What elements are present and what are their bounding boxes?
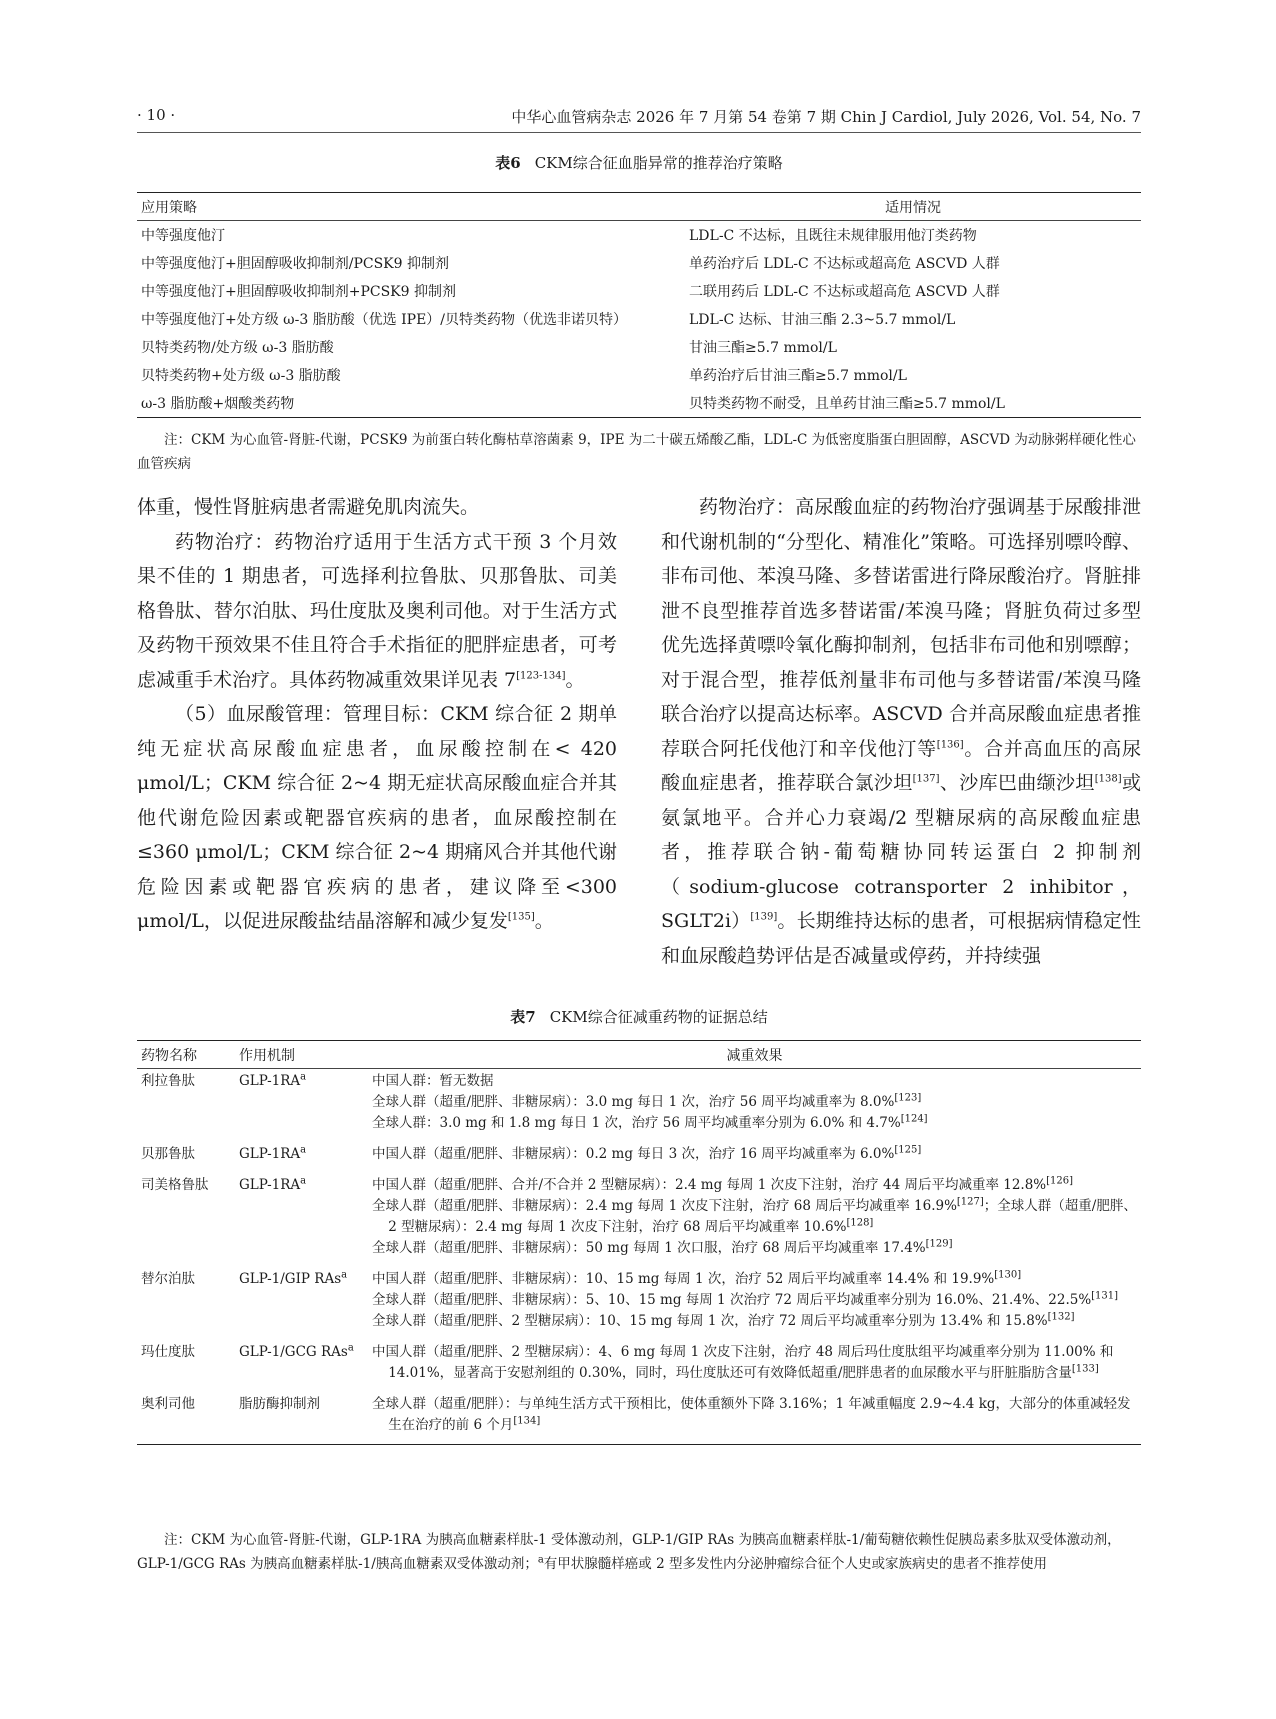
note-text: 有甲状腺髓样癌或 2 型多发性内分泌肿瘤综合征个人史或家族病史的患者不推荐使用 xyxy=(543,1556,1047,1572)
effects xyxy=(368,1142,1141,1173)
drug-name: 奥利司他 xyxy=(137,1392,235,1445)
paragraph-text: 药物治疗：高尿酸血症的药物治疗强调基于尿酸排泄和代谢机制的“分型化、精准化”策略。可选择别嘌呤醇、非布司他、苯溴马隆、多替诺雷进行降尿酸治疗。肾脏排泄不良型推荐首选多替诺雷/苯溴马隆；肾脏负荷过多型优先选择黄嘌呤氧化酶抑制剂，包括非布司他和别嘌醇；对于混合型，推荐低剂量非布司他与多替诺雷/苯溴马隆联合治疗以提高达标率。ASCVD 合并高尿酸血症患者推荐联合阿托伐他汀和辛伐他汀等 xyxy=(661,496,1141,760)
table-row xyxy=(137,305,1141,333)
footnote-mark: a xyxy=(300,1144,307,1156)
table-row xyxy=(137,333,1141,361)
citation-ref: [138] xyxy=(1094,773,1122,785)
citation-ref: [131] xyxy=(1091,1290,1119,1302)
table-row xyxy=(137,1069,1141,1143)
body-column-right xyxy=(661,490,1141,973)
mechanism-text: GLP-1RA xyxy=(239,1073,301,1089)
table7-header-row xyxy=(137,1041,1141,1069)
table-row xyxy=(137,221,1141,250)
table7-caption: CKM综合征减重药物的证据总结 xyxy=(549,1008,768,1026)
mechanism xyxy=(235,1340,368,1392)
citation-ref: [139] xyxy=(750,911,778,923)
journal-citation: 中华心血管病杂志 2026 年 7 月第 54 卷第 7 期 Chin J Cardiol, July 2026, Vol. 54, No. 7 xyxy=(511,108,1141,126)
paragraph xyxy=(137,697,617,939)
citation-ref: [132] xyxy=(1047,1311,1075,1323)
footnote-mark: a xyxy=(537,1554,544,1566)
effects xyxy=(368,1340,1141,1392)
effects xyxy=(368,1267,1141,1340)
paragraph xyxy=(137,525,617,698)
table-cell: 单药治疗后甘油三酯≥5.7 mmol/L xyxy=(689,368,907,384)
table-row xyxy=(137,277,1141,305)
effect-line xyxy=(372,1238,1137,1259)
table-row xyxy=(137,1142,1141,1173)
paragraph-text: 。 xyxy=(565,668,585,691)
table-row xyxy=(137,389,1141,418)
footnote-mark: a xyxy=(300,1175,307,1187)
table6 xyxy=(137,192,1141,418)
effect-text: 全球人群（超重/肥胖、非糖尿病）：3.0 mg 每日 1 次，治疗 56 周平均减重率为 8.0% xyxy=(372,1094,895,1110)
footnote-mark: a xyxy=(347,1342,354,1354)
effect-text: 中国人群（超重/肥胖、合并/不合并 2 型糖尿病）：2.4 mg 每周 1 次皮下注射，治疗 44 周后平均减重率 12.8% xyxy=(372,1177,1047,1193)
citation-ref: [134] xyxy=(513,1415,541,1427)
table7 xyxy=(137,1040,1141,1445)
table-cell: 中等强度他汀+胆固醇吸收抑制剂/PCSK9 抑制剂 xyxy=(141,256,449,272)
citation-ref: [124] xyxy=(900,1113,928,1125)
effect-line xyxy=(372,1290,1137,1311)
effect-text: 中国人群（超重/肥胖、非糖尿病）：10、15 mg 每周 1 次，治疗 52 周后平均减重率 14.4% 和 19.9% xyxy=(372,1271,995,1287)
table6-header-condition: 适用情况 xyxy=(685,193,1141,221)
paragraph-text: 。 xyxy=(534,910,554,932)
effect-text: 中国人群：暂无数据 xyxy=(372,1073,494,1089)
drug-name: 贝那鲁肽 xyxy=(141,1146,195,1162)
table6-caption: CKM综合征血脂异常的推荐治疗策略 xyxy=(534,154,783,172)
mechanism-text: GLP-1RA xyxy=(239,1177,301,1193)
citation-ref: [136] xyxy=(936,739,964,751)
mechanism xyxy=(235,1392,368,1445)
table-cell: 贝特类药物/处方级 ω-3 脂肪酸 xyxy=(141,340,334,356)
drug-name: 司美格鲁肽 xyxy=(141,1177,209,1193)
effect-text: 全球人群：3.0 mg 和 1.8 mg 每日 1 次，治疗 56 周平均减重率分别为 6.0% 和 4.7% xyxy=(372,1115,901,1131)
citation-ref: [128] xyxy=(846,1217,874,1229)
table-row xyxy=(137,1392,1141,1445)
table-cell: 贝特类药物+处方级 ω-3 脂肪酸 xyxy=(141,368,341,384)
effects xyxy=(368,1069,1141,1143)
mechanism xyxy=(235,1267,368,1340)
effect-line xyxy=(372,1144,1137,1165)
paragraph-text: 、沙库巴曲缬沙坦 xyxy=(939,772,1095,794)
page-number: · 10 · xyxy=(137,106,176,124)
effects xyxy=(368,1392,1141,1445)
paragraph-text: （5）血尿酸管理：管理目标：CKM 综合征 2 期单纯无症状高尿酸血症患者，血尿酸控制在< 420 μmol/L；CKM 综合征 2~4 期无症状高尿酸血症合并其他代谢危险因素或靶器官疾病的患者，血尿酸控制在≤360 μmol/L；CKM 综合征 2~4 期痛风合并其他代谢危险因素或靶器官疾病的患者，建议降至<300 μmol/L，以促进尿酸盐结晶溶解和减少复发 xyxy=(137,703,617,932)
footnote-mark: a xyxy=(300,1071,307,1083)
table-cell: LDL-C 达标、甘油三酯 2.3~5.7 mmol/L xyxy=(689,312,956,328)
citation-ref: [123-134] xyxy=(516,670,566,682)
table-cell: LDL-C 不达标，且既往未规律服用他汀类药物 xyxy=(689,228,977,244)
citation-ref: [135] xyxy=(507,911,535,923)
effect-line xyxy=(372,1342,1137,1384)
table-cell: 二联用药后 LDL-C 不达标或超高危 ASCVD 人群 xyxy=(689,284,1000,300)
effect-line xyxy=(372,1269,1137,1290)
table6-header-row xyxy=(137,193,1141,221)
footnote-mark: a xyxy=(341,1269,348,1281)
citation-ref: [133] xyxy=(1071,1363,1099,1375)
drug-name: 利拉鲁肽 xyxy=(141,1073,195,1089)
mechanism-text: 脂肪酶抑制剂 xyxy=(239,1396,320,1412)
table7-label: 表7 xyxy=(510,1008,536,1026)
effects xyxy=(368,1173,1141,1267)
citation-ref: [126] xyxy=(1046,1175,1074,1187)
effect-line xyxy=(372,1196,1137,1238)
table-cell: 中等强度他汀+处方级 ω-3 脂肪酸（优选 IPE）/贝特类药物（优选非诺贝特） xyxy=(141,312,628,328)
table-row xyxy=(137,1267,1141,1340)
effect-line xyxy=(372,1113,1137,1134)
table7-header-mechanism: 作用机制 xyxy=(235,1041,368,1069)
effect-text: 全球人群（超重/肥胖、非糖尿病）：5、10、15 mg 每周 1 次治疗 72 周后平均减重率分别为 16.0%、21.4%、22.5% xyxy=(372,1292,1092,1308)
table6-header-strategy: 应用策略 xyxy=(137,193,685,221)
mechanism xyxy=(235,1069,368,1143)
drug-name: 替尔泊肽 xyxy=(141,1271,195,1287)
citation-ref: [123] xyxy=(894,1092,922,1104)
table-row xyxy=(137,361,1141,389)
table-cell: 甘油三酯≥5.7 mmol/L xyxy=(689,340,837,356)
note-text: 注：CKM 为心血管-肾脏-代谢，GLP-1RA 为胰高血糖素样肽-1 受体激动剂，GLP-1/GIP RAs 为胰高血糖素样肽-1/葡萄糖依赖性促胰岛素多肽双受体激动剂，GLP-1/GCG RAs 为胰高血糖素样肽-1/胰高血糖素双受体激动剂； xyxy=(137,1532,1121,1572)
table-cell: 单药治疗后 LDL-C 不达标或超高危 ASCVD 人群 xyxy=(689,256,1000,272)
table-row xyxy=(137,1340,1141,1392)
paragraph-text: 或氨氯地平。合并心力衰竭/2 型糖尿病的高尿酸血症患者，推荐联合钠-葡萄糖协同转运蛋白 2 抑制剂（sodium-glucose cotransporter 2 inhibitor，SGLT2i） xyxy=(661,772,1141,932)
table-cell: ω-3 脂肪酸+烟酸类药物 xyxy=(137,389,685,418)
page-header xyxy=(137,106,1141,133)
table7-header-effect: 减重效果 xyxy=(368,1041,1141,1069)
drug-name: 玛仕度肽 xyxy=(141,1344,195,1360)
paragraph-text: 药物治疗：药物治疗适用于生活方式干预 3 个月效果不佳的 1 期患者，可选择利拉鲁肽、贝那鲁肽、司美格鲁肽、替尔泊肽、玛仕度肽及奥利司他。对于生活方式及药物干预效果不佳且符合手术指征的肥胖症患者，可考虑减重手术治疗。具体药物减重效果详见表 7 xyxy=(137,530,617,691)
paragraph: 体重，慢性肾脏病患者需避免肌肉流失。 xyxy=(137,496,480,518)
table-cell: 中等强度他汀 xyxy=(141,228,225,244)
paragraph-text: 。长期维持达标的患者，可根据病情稳定性和血尿酸趋势评估是否减量或停药，并持续强 xyxy=(661,910,1141,967)
effect-text: 全球人群（超重/肥胖、非糖尿病）：50 mg 每周 1 次口服，治疗 68 周后平均减重率 17.4% xyxy=(372,1240,926,1256)
effect-line xyxy=(372,1092,1137,1113)
citation-ref: [127] xyxy=(956,1196,984,1208)
table-row xyxy=(137,1173,1141,1267)
effect-text: 中国人群（超重/肥胖、2 型糖尿病）：4、6 mg 每周 1 次皮下注射，治疗 48 周后玛仕度肽组平均减重率分别为 11.00% 和 14.01%，显著高于安慰剂组的 0.30%，同时，玛仕度肽还可有效降低超重/肥胖患者的血尿酸水平与肝脏脂肪含量 xyxy=(372,1344,1114,1381)
body-column-left xyxy=(137,490,617,939)
table-cell: 中等强度他汀+胆固醇吸收抑制剂+PCSK9 抑制剂 xyxy=(141,284,456,300)
paragraph-text: 。合并高血压的高尿酸血症患者，推荐联合氯沙坦 xyxy=(661,737,1141,794)
effect-text: 全球人群（超重/肥胖）：与单纯生活方式干预相比，使体重额外下降 3.16%；1 年减重幅度 2.9~4.4 kg，大部分的体重减轻发生在治疗的前 6 个月 xyxy=(372,1396,1131,1433)
effect-line xyxy=(372,1071,1137,1092)
citation-ref: [130] xyxy=(994,1269,1022,1281)
effect-line xyxy=(372,1311,1137,1332)
table7-header-drug: 药物名称 xyxy=(137,1041,235,1069)
mechanism-text: GLP-1RA xyxy=(239,1146,301,1162)
effect-line xyxy=(372,1394,1137,1436)
effect-text: 中国人群（超重/肥胖、非糖尿病）：0.2 mg 每日 3 次，治疗 16 周平均减重率为 6.0% xyxy=(372,1146,895,1162)
effect-text: 全球人群（超重/肥胖、非糖尿病）：2.4 mg 每周 1 次皮下注射，治疗 68 周后平均减重率 16.9% xyxy=(372,1198,957,1214)
paragraph xyxy=(661,490,1141,973)
table-cell: 贝特类药物不耐受，且单药甘油三酯≥5.7 mmol/L xyxy=(685,389,1141,418)
mechanism-text: GLP-1/GIP RAs xyxy=(239,1271,342,1287)
mechanism-text: GLP-1/GCG RAs xyxy=(239,1344,348,1360)
citation-ref: [129] xyxy=(925,1238,953,1250)
mechanism xyxy=(235,1173,368,1267)
citation-ref: [125] xyxy=(894,1144,922,1156)
table7-title xyxy=(137,1006,1141,1027)
table7-note xyxy=(137,1528,1141,1576)
effect-text: 全球人群（超重/肥胖、2 型糖尿病）：10、15 mg 每周 1 次，治疗 72 周后平均减重率分别为 13.4% 和 15.8% xyxy=(372,1313,1048,1329)
citation-ref: [137] xyxy=(912,773,940,785)
table6-label: 表6 xyxy=(495,154,521,172)
effect-text: ；全球人群（超重/肥胖、2 型糖尿病）：2.4 mg 每周 1 次皮下注射，治疗 68 周后平均减重率 10.6% xyxy=(388,1198,1137,1235)
table6-title xyxy=(137,152,1141,173)
table6-note: 注：CKM 为心血管-肾脏-代谢，PCSK9 为前蛋白转化酶枯草溶菌素 9，IPE 为二十碳五烯酸乙酯，LDL-C 为低密度脂蛋白胆固醇，ASCVD 为动脉粥样硬化性心血管疾病 xyxy=(137,432,1136,472)
table-row xyxy=(137,249,1141,277)
mechanism xyxy=(235,1142,368,1173)
effect-line xyxy=(372,1175,1137,1196)
